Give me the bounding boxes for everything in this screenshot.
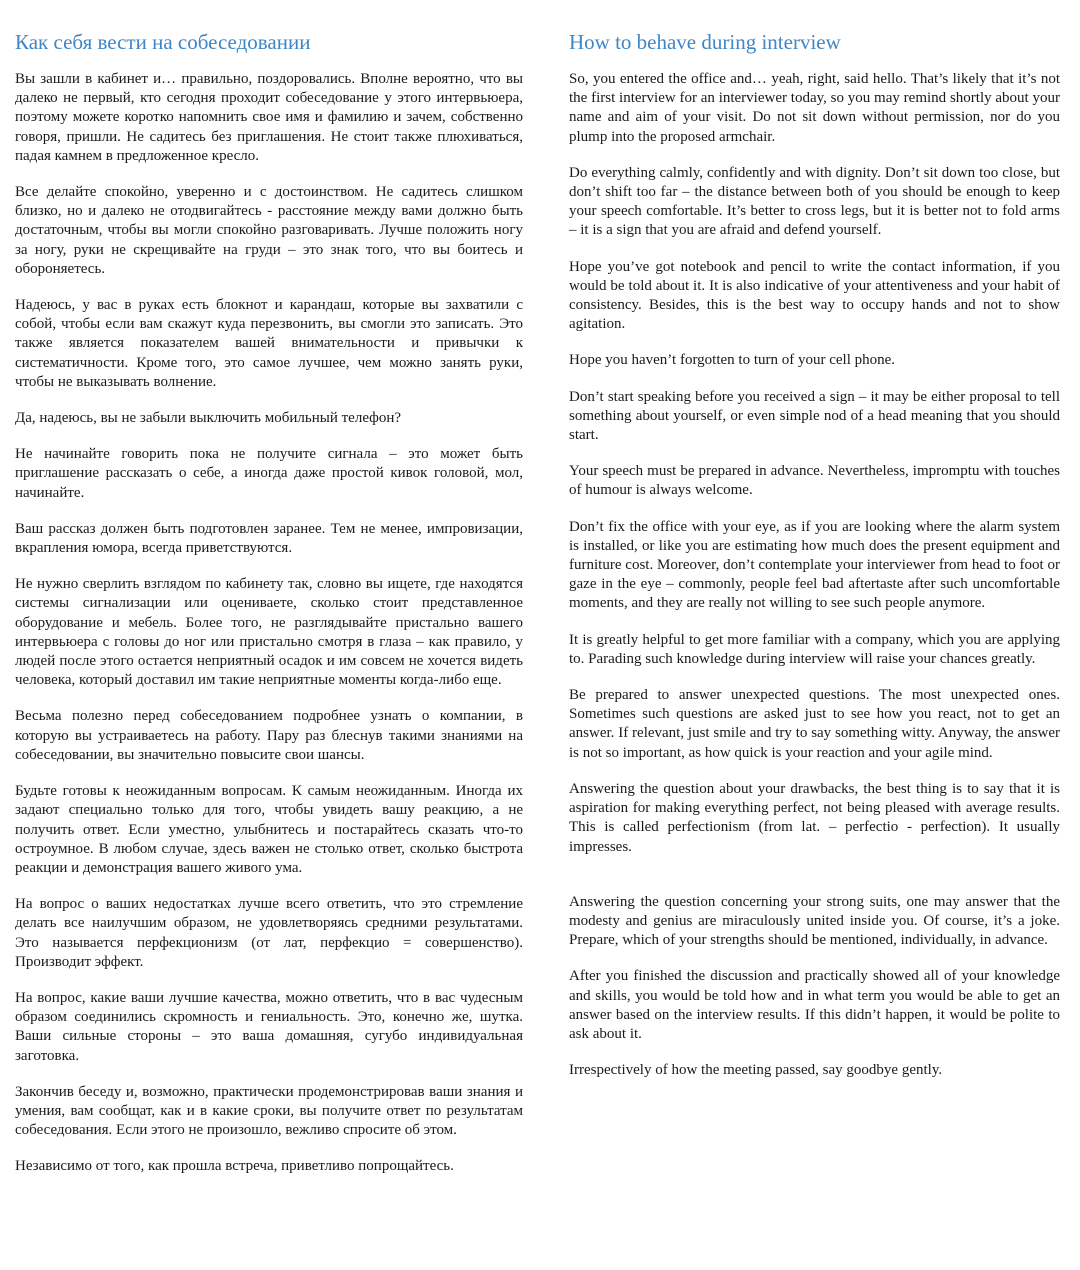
russian-paragraph-1: Вы зашли в кабинет и… правильно, поздоровались. Вполне вероятно, что вы далеко не первый, кто сегодня проходит собеседование у этого интервьюера, поэтому можете коротко напомнить свое имя и фамилию и зачем, собственно говоря, пришли. Не садитесь без приглашения. Не стоит также плюхиваться, падая камнем в предложенное кресло. <box>15 71 523 164</box>
english-paragraph-5: Don’t start speaking before you received a sign – it may be either proposal to tell something about yourself, or even simple nod of a head meaning that you should start. <box>569 388 1060 444</box>
english-paragraph-12: After you finished the discussion and practically showed all of your knowledge and skills, you would be told how and in what term you would be able to get an answer based on the interview results. If this didn’t happen, it would be polite to ask about it. <box>569 968 1060 1042</box>
russian-paragraph-4: Да, надеюсь, вы не забыли выключить мобильный телефон? <box>15 410 402 427</box>
russian-paragraph-11: На вопрос, какие ваши лучшие качества, можно ответить, что в вас чудесным образом соединились скромность и гениальность. Это, конечно же, шутка. Ваши сильные стороны – это ваша домашняя, сугубо индивидуальная заготовка. <box>15 989 523 1064</box>
english-paragraph-4: Hope you haven’t forgotten to turn of your cell phone. <box>569 352 896 369</box>
russian-paragraph-10: На вопрос о ваших недостатках лучше всего ответить, что это стремление делать все наилучшим образом, не удовлетворяясь средними результатами. Это называется перфекционизм (от лат, перфекцио = совершенство). Производит эффект. <box>15 896 523 970</box>
english-paragraph-9: Be prepared to answer unexpected questions. The most unexpected ones. Sometimes such questions are asked just to see how you react, not to get an answer. If relevant, just smile and try to say something witty. Anyway, the answer is not so important, as how quick is your reaction and your agile mind. <box>569 687 1060 761</box>
english-paragraph-11: Answering the question concerning your strong suits, one may answer that the modesty and genius are miraculously united inside you. Of course, it’s a joke. Prepare, which of your strengths should be mentioned, individually, in advance. <box>569 893 1060 949</box>
english-paragraph-8: It is greatly helpful to get more familiar with a company, which you are applying to. Parading such knowledge during interview will raise your chances greatly. <box>569 631 1060 667</box>
english-paragraph-3: Hope you’ve got notebook and pencil to write the contact information, if you would be told about it. It is also indicative of your attentiveness and your habit of consistency. Besides, this is the best way to occupy hands and not to show agitation. <box>569 258 1060 333</box>
russian-paragraph-2: Все делайте спокойно, уверенно и с достоинством. Не садитесь слишком близко, но и далеко не отодвигайтесь - расстояние между вами должно быть достаточным, чтобы вы могли спокойно разговаривать. Лучше положить ногу за ногу, руки не скрещивайте на груди – это знак того, что вы боитесь и обороняетесь. <box>15 184 523 277</box>
english-column <box>569 28 1060 1097</box>
english-paragraph-10: Answering the question about your drawbacks, the best thing is to say that it is aspiration for making everything perfect, not being pleased with average results. This is called perfectionism (from lat. – perfectio - perfection). It usually impresses. <box>569 780 1060 855</box>
russian-paragraph-3: Надеюсь, у вас в руках есть блокнот и карандаш, которые вы захватили с собой, чтобы если вам скажут куда перезвонить, вы смогли это записать. Это также является показателем вашей внимательности и привычки к систематичности. Кроме того, это самое лучшее, чем можно занять руки, чтобы не выказывать волнение. <box>15 297 523 390</box>
russian-paragraph-12: Закончив беседу и, возможно, практически продемонстрировав ваши знания и умения, вам сообщат, как и в какие сроки, вы получите ответ по результатам собеседования. Если этого не произошло, вежливо спросите об этом. <box>15 1083 523 1139</box>
english-paragraph-1: So, you entered the office and… yeah, right, said hello. That’s likely that it’s not the first interview for an interviewer today, so you may remind shortly about your name and aim of your visit. Do not sit down without permission, nor do you plump into the proposed armchair. <box>569 71 1060 145</box>
russian-paragraph-8: Весьма полезно перед собеседованием подробнее узнать о компании, в которую вы устраиваетесь на работу. Пару раз блеснув такими знаниями на собеседовании, вы значительно повысите свои шансы. <box>15 708 523 763</box>
russian-title: Как себя вести на собеседовании <box>15 30 311 54</box>
russian-column <box>15 28 523 1194</box>
english-paragraph-2: Do everything calmly, confidently and with dignity. Don’t sit down too close, but don’t shift too far – the distance between both of you should be enough to keep your speech comfortable. It’s better to cross legs, but it is better not to fold arms – it is a sign that you are afraid and defend yourself. <box>569 164 1060 239</box>
russian-paragraph-9: Будьте готовы к неожиданным вопросам. К самым неожиданным. Иногда их задают специально только для того, чтобы увидеть вашу реакцию, а не получить ответ. Если уместно, улыбнитесь и постарайтесь сказать что-то остроумное. В любом случае, здесь важен не столько ответ, сколько быстрота реакции и демонстрация вашего живого ума. <box>15 783 523 876</box>
russian-paragraph-6: Ваш рассказ должен быть подготовлен заранее. Тем не менее, импровизации, вкрапления юмора, всегда приветствуются. <box>15 520 523 557</box>
english-paragraph-6: Your speech must be prepared in advance. Nevertheless, impromptu with touches of humour is always welcome. <box>569 463 1060 499</box>
english-title: How to behave during interview <box>569 30 841 54</box>
english-paragraph-7: Don’t fix the office with your eye, as if you are looking where the alarm system is installed, or like you are estimating how much does the present equipment and furniture cost. Moreover, don’t contemplate your interviewer from head to foot or gaze in the eye – commonly, people feel bad aftertaste after such uncomfortable moments, and they are really not willing to see such people anymore. <box>569 518 1060 612</box>
russian-paragraph-5: Не начинайте говорить пока не получите сигнала – это может быть приглашение рассказать о себе, а иногда даже простой кивок головой, мол, начинайте. <box>15 446 523 501</box>
russian-paragraph-13: Независимо от того, как прошла встреча, приветливо попрощайтесь. <box>15 1158 454 1175</box>
english-paragraph-13: Irrespectively of how the meeting passed, say goodbye gently. <box>569 1062 943 1079</box>
russian-paragraph-7: Не нужно сверлить взглядом по кабинету так, словно вы ищете, где находятся системы сигнализации или оцениваете, сколько стоит представленное оборудование и мебель. Более того, не разглядывайте пристально вашего интервьюера с головы до ног или пристально смотря в глаза – как правило, у людей после этого остается неприятный осадок и им совсем не хочется видеть человека, который доставил им такие неприятные моменты когда-либо еще. <box>15 576 523 689</box>
